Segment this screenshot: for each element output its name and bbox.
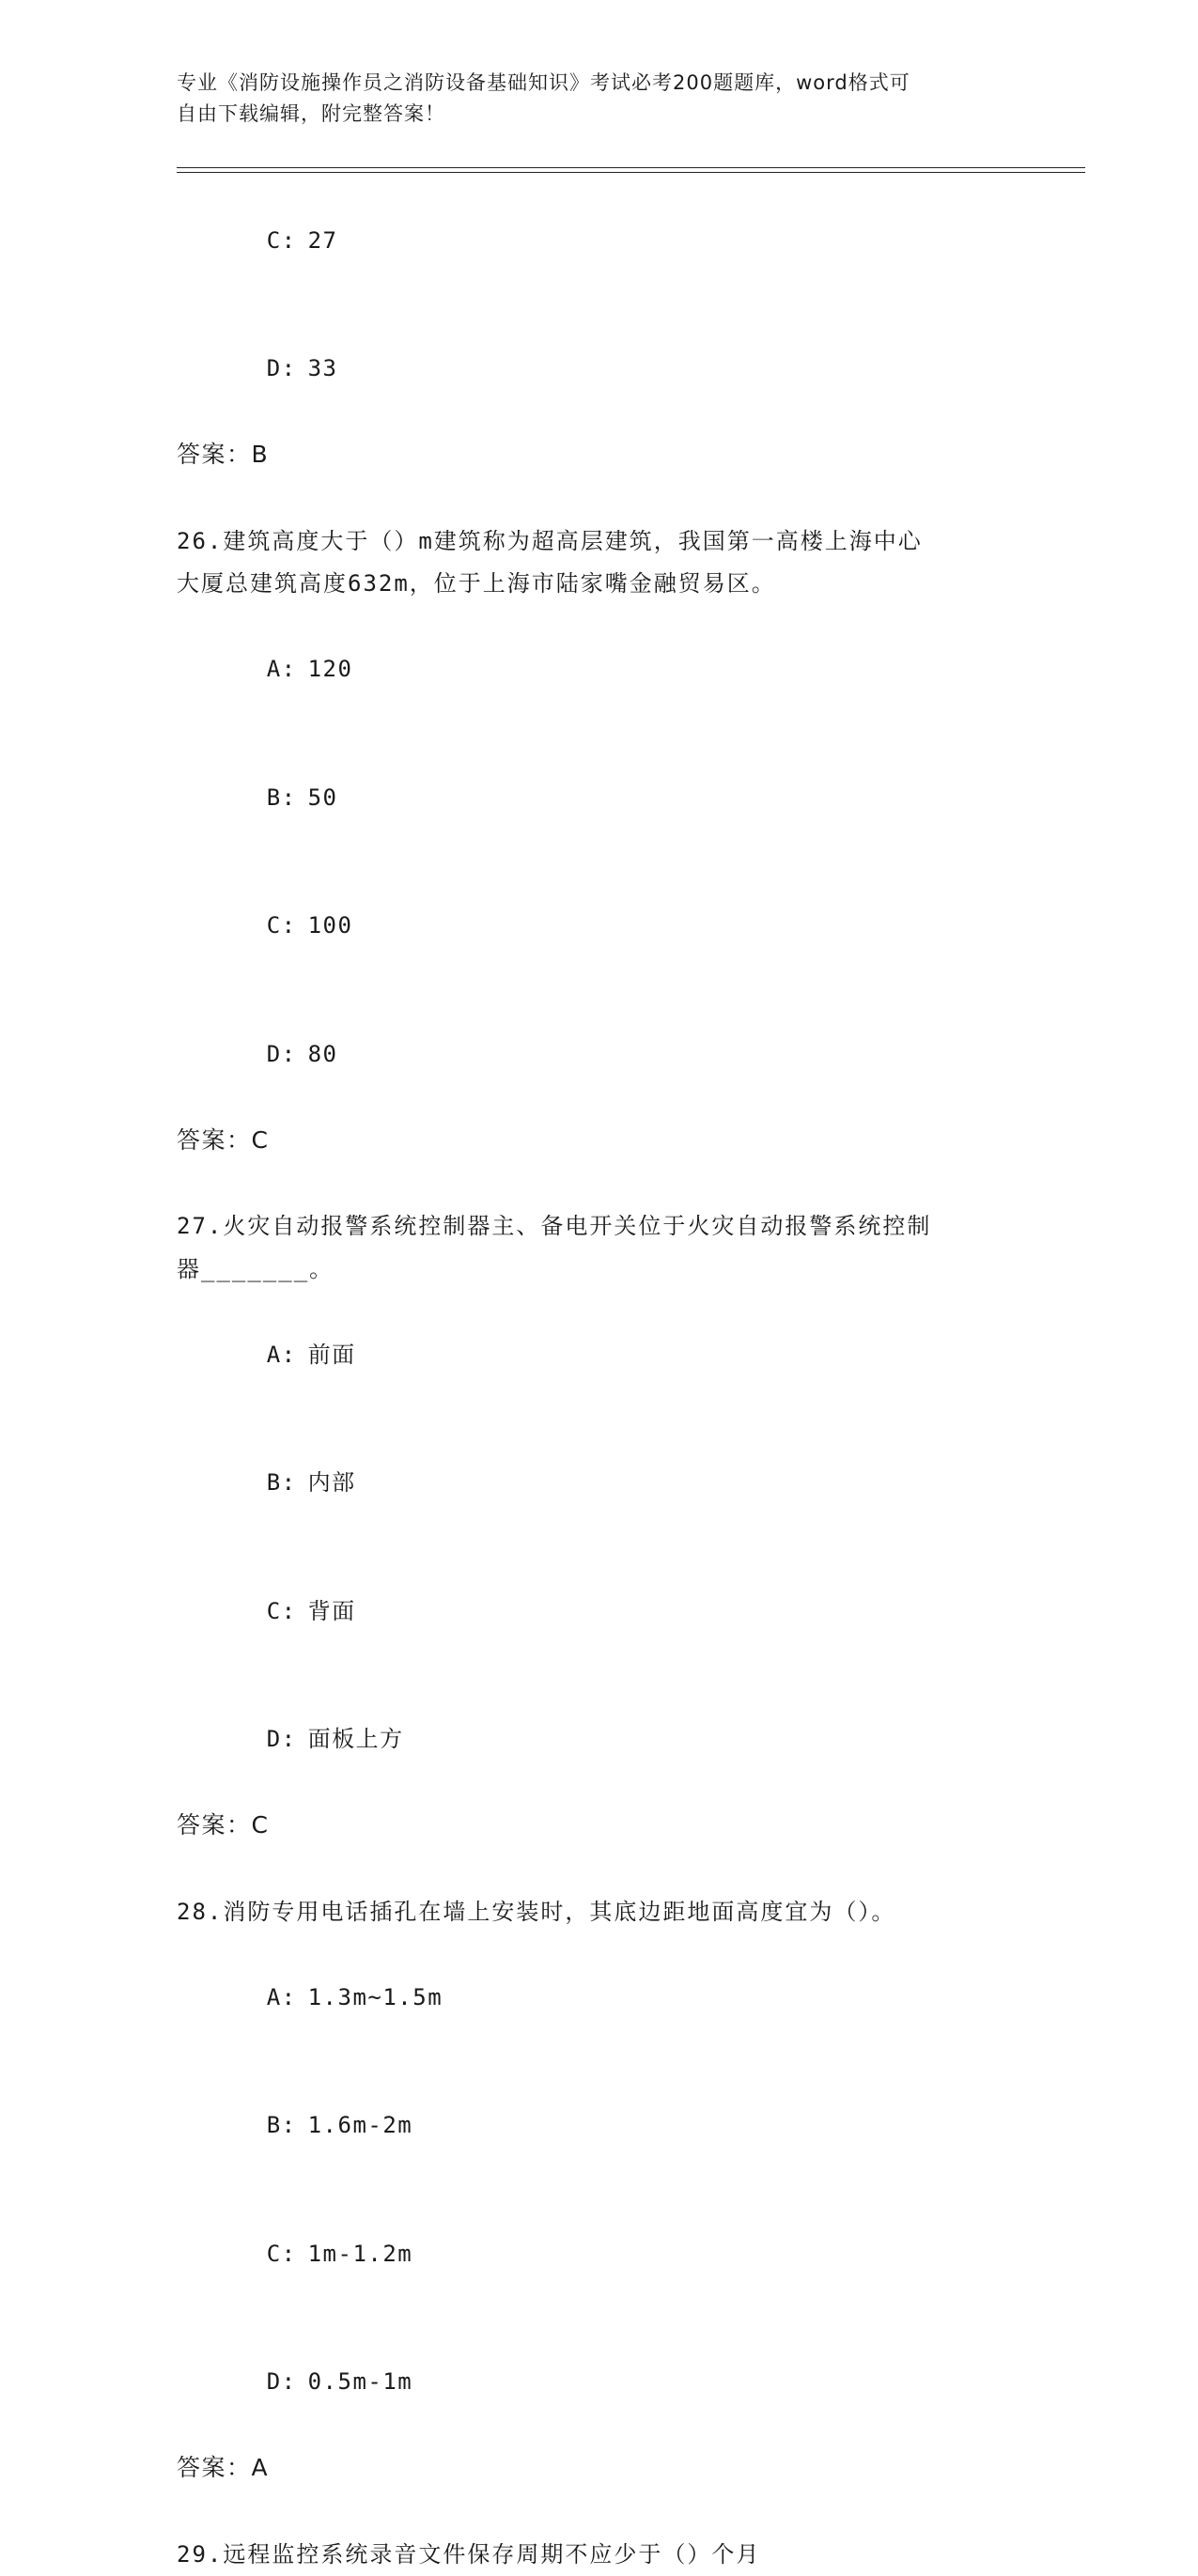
option-c <box>177 177 1022 305</box>
question-28 <box>177 1891 1022 2490</box>
option-label: D: <box>267 1041 297 1067</box>
option-a <box>177 606 1022 735</box>
option-b <box>177 1420 1022 1548</box>
question-stem-line-2: 大厦总建筑高度632m，位于上海市陆家嘴金融贸易区。 <box>177 563 1004 606</box>
option-label: A: <box>267 1984 297 2010</box>
option-label: B: <box>267 1469 297 1496</box>
question-carryover <box>177 177 1022 476</box>
header-divider-top <box>177 167 1085 168</box>
header-line-2: 自由下载编辑，附完整答案！ <box>177 99 1022 130</box>
option-text: 27 <box>308 227 338 254</box>
option-text: 100 <box>308 912 353 939</box>
option-c <box>177 2190 1022 2319</box>
answer-line: 答案：A <box>177 2446 1022 2490</box>
option-text: 面板上方 <box>308 1726 404 1752</box>
question-stem-line-1: 28.消防专用电话插孔在墙上安装时，其底边距地面高度宜为（）。 <box>177 1891 1004 1934</box>
answer-line: 答案：C <box>177 1119 1022 1162</box>
option-b <box>177 2062 1022 2191</box>
question-27 <box>177 1205 1022 1847</box>
question-stem <box>177 1205 1004 1291</box>
option-text: 1.3m~1.5m <box>308 1984 443 2010</box>
option-label: C: <box>267 227 297 254</box>
option-label: C: <box>267 1598 297 1624</box>
question-stem-line-2: 器_______。 <box>177 1249 1004 1292</box>
option-label: B: <box>267 784 297 811</box>
header-line-1: 专业《消防设施操作员之消防设备基础知识》考试必考200题题库，word格式可 <box>177 68 1022 99</box>
option-label: B: <box>267 2112 297 2138</box>
option-d <box>177 990 1022 1119</box>
option-label: C: <box>267 912 297 939</box>
option-b <box>177 734 1022 862</box>
question-stem <box>177 1891 1004 1934</box>
option-text: 前面 <box>308 1342 356 1368</box>
option-a <box>177 1933 1022 2062</box>
option-d <box>177 1676 1022 1805</box>
option-text: 33 <box>308 355 338 381</box>
question-stem-line-1: 29.远程监控系统录音文件保存周期不应少于（）个月 <box>177 2534 1004 2576</box>
option-label: D: <box>267 1726 297 1752</box>
option-text: 1m-1.2m <box>308 2241 413 2267</box>
question-stem-line-1: 26.建筑高度大于（）m建筑称为超高层建筑，我国第一高楼上海中心 <box>177 520 1004 564</box>
option-label: A: <box>267 1342 297 1368</box>
question-29 <box>177 2534 1022 2576</box>
question-26 <box>177 520 1022 1162</box>
answer-line: 答案：B <box>177 433 1022 476</box>
question-stem-line-1: 27.火灾自动报警系统控制器主、备电开关位于火灾自动报警系统控制 <box>177 1205 1004 1249</box>
option-text: 0.5m-1m <box>308 2368 413 2395</box>
option-d <box>177 305 1022 434</box>
option-label: C: <box>267 2241 297 2267</box>
option-label: A: <box>267 656 297 682</box>
option-text: 内部 <box>308 1469 356 1496</box>
option-text: 120 <box>308 656 353 682</box>
option-text: 80 <box>308 1041 338 1067</box>
question-list <box>177 177 1022 2576</box>
option-a <box>177 1291 1022 1420</box>
option-d <box>177 2319 1022 2447</box>
option-text: 背面 <box>308 1598 356 1624</box>
option-label: D: <box>267 2368 297 2395</box>
option-c <box>177 1547 1022 1676</box>
document-header <box>177 68 1022 130</box>
question-stem <box>177 2534 1004 2576</box>
answer-line: 答案：C <box>177 1804 1022 1847</box>
option-label: D: <box>267 355 297 381</box>
option-text: 50 <box>308 784 338 811</box>
header-divider-bottom <box>177 172 1085 173</box>
question-stem <box>177 520 1004 606</box>
option-text: 1.6m-2m <box>308 2112 413 2138</box>
option-c <box>177 862 1022 991</box>
